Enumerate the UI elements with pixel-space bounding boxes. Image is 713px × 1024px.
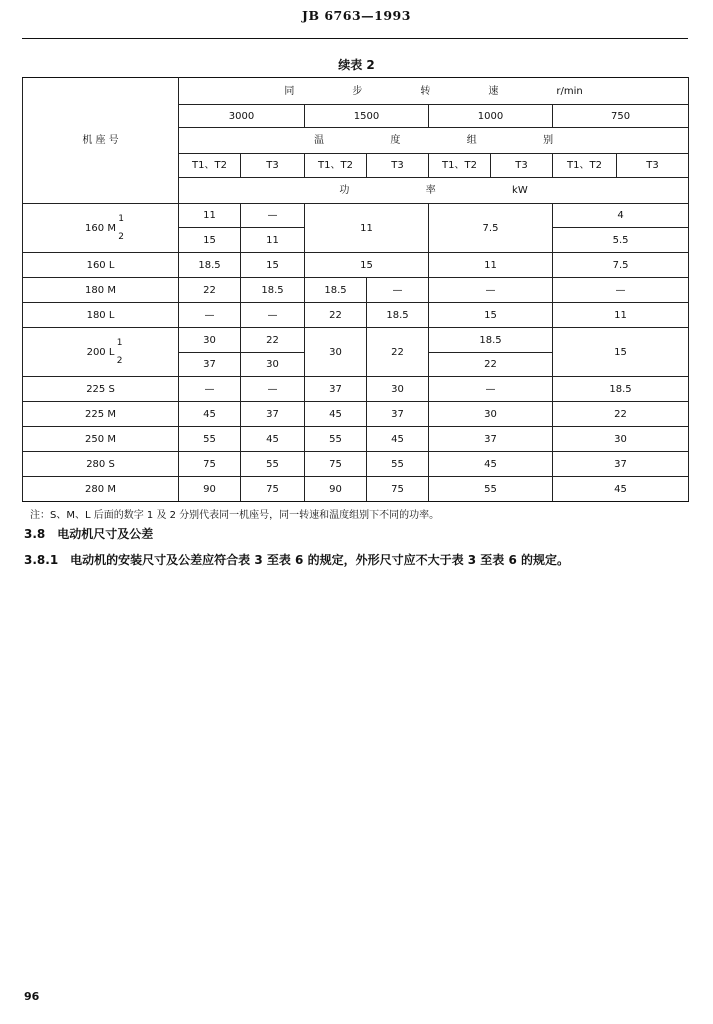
power-cell: 15: [429, 303, 553, 328]
frame-header: 机 座 号: [82, 135, 119, 146]
power-cell: 18.5: [367, 303, 429, 328]
temp-label-char: 度: [390, 135, 401, 146]
document-header: JB 6763—1993: [302, 8, 411, 23]
speed-3000: 3000: [179, 105, 305, 128]
speed-1500: 1500: [305, 105, 429, 128]
temp-label-char: 别: [543, 135, 554, 146]
speed-1000: 1000: [429, 105, 553, 128]
power-cell: 11: [429, 253, 553, 278]
power-cell: 15: [305, 253, 429, 278]
power-cell: 22: [179, 278, 241, 303]
power-cell: 30: [553, 427, 689, 452]
table-row: [23, 452, 689, 477]
power-cell: 55: [367, 452, 429, 477]
header-rule: [22, 38, 688, 39]
frame-header-cell: [23, 78, 179, 204]
power-cell: 30: [241, 353, 305, 377]
speed-label-char: 转: [420, 85, 431, 97]
power-cell: 15: [179, 228, 241, 253]
power-cell: 5.5: [553, 228, 689, 253]
power-cell: —: [429, 377, 553, 402]
power-cell: 55: [305, 427, 367, 452]
power-cell: 7.5: [429, 204, 553, 253]
power-cell: —: [241, 204, 305, 228]
frame-variant-1: 1: [116, 337, 123, 348]
speed-unit: r/min: [556, 85, 583, 97]
table-row: [23, 303, 689, 328]
power-cell: 90: [179, 477, 241, 502]
power-cell: 75: [305, 452, 367, 477]
temp-group: T1、T2: [305, 154, 367, 178]
power-cell: —: [429, 278, 553, 303]
power-cell: 4: [553, 204, 689, 228]
power-cell: 18.5: [429, 328, 553, 353]
frame-cell: 280 S: [23, 452, 179, 477]
frame-cell: 225 S: [23, 377, 179, 402]
frame-cell: 280 M: [23, 477, 179, 502]
temp-group: T3: [241, 154, 305, 178]
power-label-char: 率: [425, 185, 436, 196]
temp-label-cell: [179, 128, 689, 154]
power-cell: 45: [179, 402, 241, 427]
table-row: [23, 427, 689, 452]
power-cell: —: [179, 377, 241, 402]
section-paragraph-3-8-1: 3.8.1 电动机的安装尺寸及公差应符合表 3 至表 6 的规定，外形尺寸应不大于表 3 至表 6 的规定。: [24, 553, 569, 567]
power-cell: 22: [553, 402, 689, 427]
frame-cell: 180 M: [23, 278, 179, 303]
speed-label-char: 步: [352, 85, 363, 97]
power-cell: 37: [305, 377, 367, 402]
power-cell: 30: [179, 328, 241, 353]
power-cell: 55: [429, 477, 553, 502]
power-cell: —: [241, 303, 305, 328]
power-cell: 37: [429, 427, 553, 452]
table-row: [23, 253, 689, 278]
power-spec-table: [22, 77, 689, 502]
table-caption: 续表 2: [338, 58, 375, 72]
power-cell: 90: [305, 477, 367, 502]
power-cell: 45: [429, 452, 553, 477]
power-cell: 22: [367, 328, 429, 377]
power-cell: —: [367, 278, 429, 303]
frame-variant-2: 2: [116, 355, 123, 366]
power-cell: 75: [367, 477, 429, 502]
power-cell: 22: [305, 303, 367, 328]
power-cell: 18.5: [305, 278, 367, 303]
power-cell: —: [553, 278, 689, 303]
table-row: [23, 377, 689, 402]
power-cell: 45: [553, 477, 689, 502]
power-cell: 37: [241, 402, 305, 427]
power-cell: 30: [367, 377, 429, 402]
power-cell: 15: [241, 253, 305, 278]
temp-label-char: 组: [466, 135, 477, 146]
speed-750: 750: [553, 105, 689, 128]
power-cell: 75: [179, 452, 241, 477]
temp-group: T3: [367, 154, 429, 178]
frame-label: 200 L: [86, 346, 115, 358]
power-cell: 37: [553, 452, 689, 477]
frame-variant-2: 2: [118, 231, 124, 242]
power-cell: 11: [305, 204, 429, 253]
power-cell: 15: [553, 328, 689, 377]
power-cell: 45: [305, 402, 367, 427]
power-cell: 18.5: [553, 377, 689, 402]
power-cell: 37: [367, 402, 429, 427]
page-number: 96: [24, 990, 40, 1003]
power-cell: 22: [241, 328, 305, 353]
table-note: 注：S、M、L 后面的数字 1 及 2 分别代表同一机座号，同一转速和温度组别下不同的功率。: [30, 510, 440, 521]
power-cell: —: [179, 303, 241, 328]
power-cell: 7.5: [553, 253, 689, 278]
temp-label-char: 温: [313, 135, 324, 146]
power-cell: 30: [305, 328, 367, 377]
frame-cell: [23, 328, 179, 377]
temp-group: T1、T2: [429, 154, 491, 178]
power-cell: 11: [179, 204, 241, 228]
speed-label-char: 速: [488, 85, 499, 97]
temp-group: T3: [617, 154, 689, 178]
power-label-cell: [179, 178, 689, 204]
power-cell: 11: [241, 228, 305, 253]
table-row: [23, 402, 689, 427]
section-heading-3-8: 3.8 电动机尺寸及公差: [24, 527, 154, 541]
temp-group: T1、T2: [553, 154, 617, 178]
power-cell: 11: [553, 303, 689, 328]
power-cell: 55: [179, 427, 241, 452]
table-row: [23, 477, 689, 502]
temp-group: T3: [491, 154, 553, 178]
power-cell: 22: [429, 353, 553, 377]
speed-label-cell: [179, 78, 689, 105]
power-cell: 45: [367, 427, 429, 452]
frame-label: 160 M: [85, 222, 116, 234]
table-row: [23, 328, 689, 353]
power-label-char: 功: [339, 185, 350, 196]
power-cell: 45: [241, 427, 305, 452]
power-unit: kW: [512, 185, 528, 196]
frame-variant-1: 1: [118, 213, 124, 224]
power-cell: 18.5: [179, 253, 241, 278]
spec-table-wrapper: [22, 77, 688, 502]
table-row: [23, 278, 689, 303]
power-cell: 37: [179, 353, 241, 377]
temp-group: T1、T2: [179, 154, 241, 178]
table-row: [23, 204, 689, 228]
power-cell: 75: [241, 477, 305, 502]
frame-cell: [23, 204, 179, 253]
frame-cell: 225 M: [23, 402, 179, 427]
frame-cell: 160 L: [23, 253, 179, 278]
speed-label-char: 同: [284, 85, 295, 97]
power-cell: —: [241, 377, 305, 402]
power-cell: 18.5: [241, 278, 305, 303]
power-cell: 30: [429, 402, 553, 427]
power-cell: 55: [241, 452, 305, 477]
frame-cell: 180 L: [23, 303, 179, 328]
frame-cell: 250 M: [23, 427, 179, 452]
